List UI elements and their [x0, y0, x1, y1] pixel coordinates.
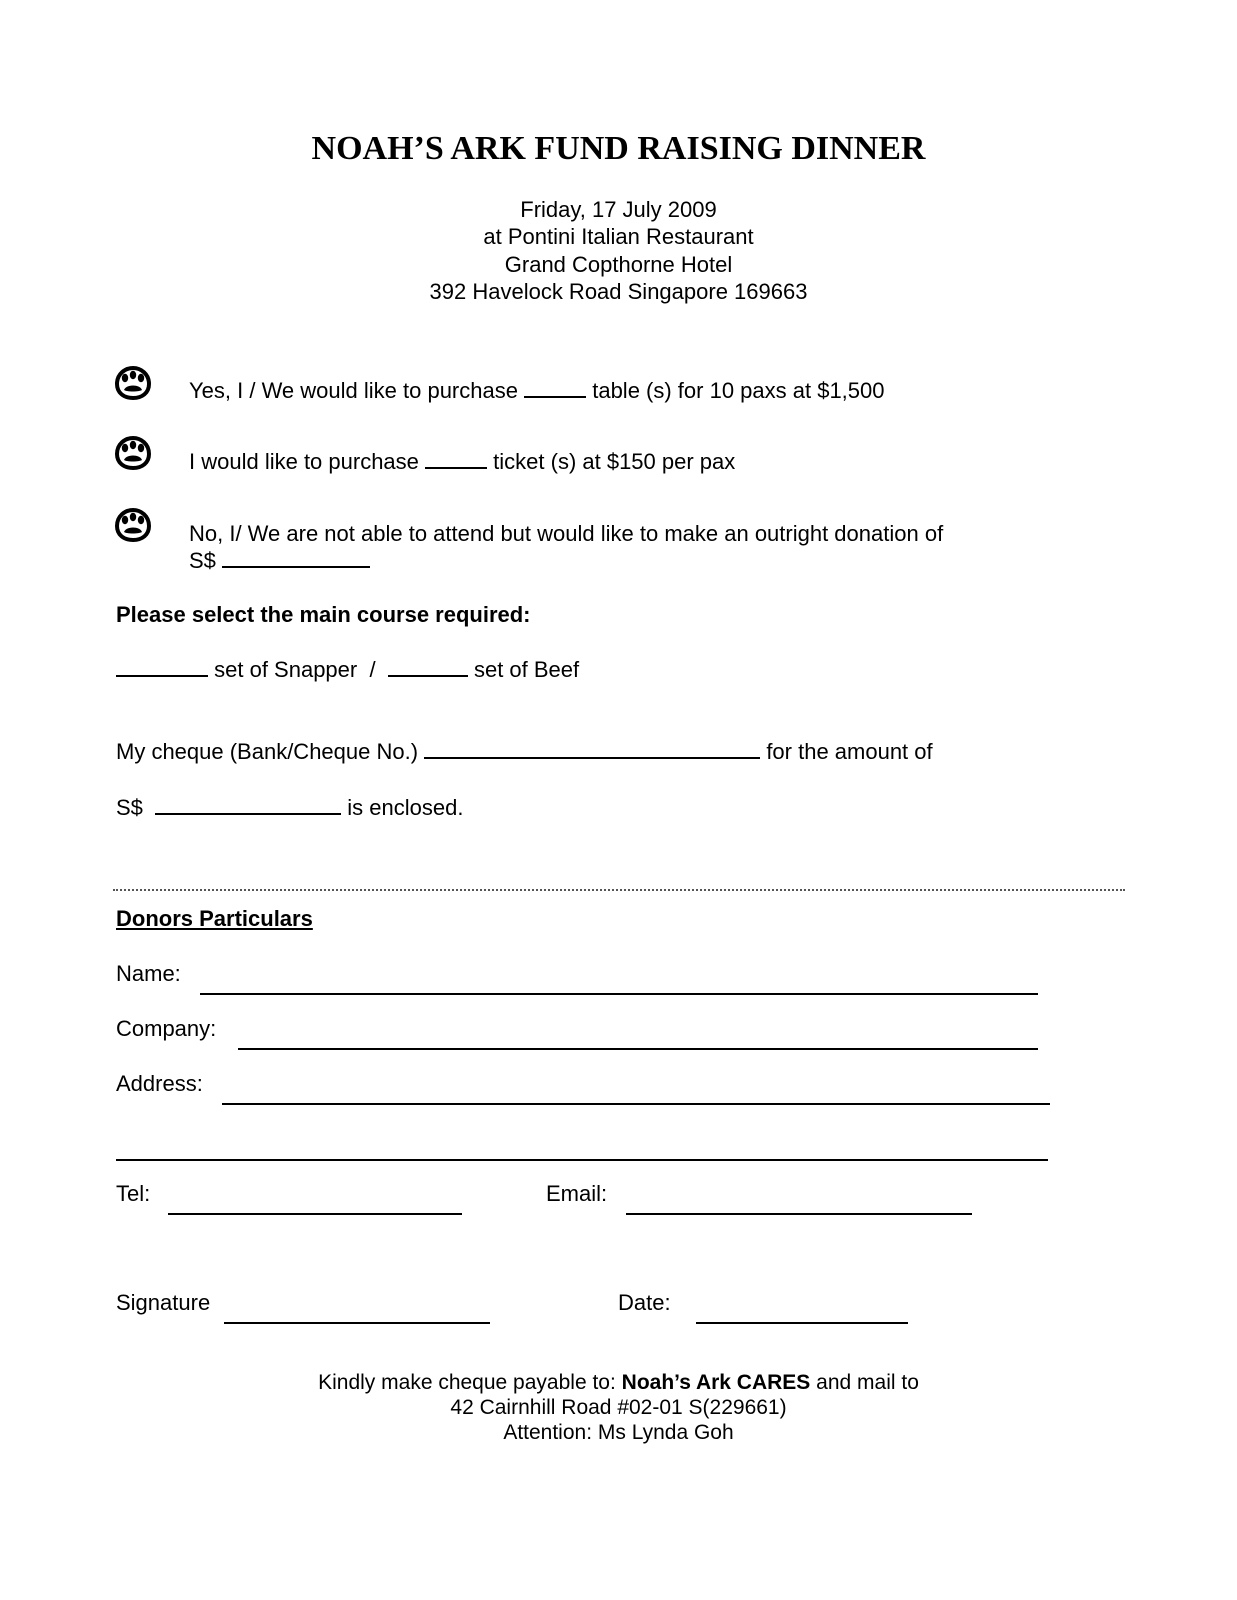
- email-field[interactable]: [626, 1213, 972, 1215]
- name-label: Name:: [116, 961, 181, 986]
- cheque-currency: S$: [116, 795, 143, 820]
- donation-currency: S$: [189, 548, 216, 573]
- page-title: NOAH’S ARK FUND RAISING DINNER: [311, 130, 926, 167]
- option-ticket: [189, 449, 735, 475]
- signature-field[interactable]: [224, 1322, 490, 1324]
- ticket-qty-blank[interactable]: [425, 449, 487, 469]
- main-course-heading: Please select the main course required:: [116, 602, 531, 627]
- snapper-qty-blank[interactable]: [116, 657, 208, 677]
- option-ticket-post: ticket (s) at $150 per pax: [493, 449, 736, 474]
- address-label: Address:: [116, 1071, 203, 1096]
- option-table-post: table (s) for 10 paxs at $1,500: [592, 378, 885, 403]
- name-field[interactable]: [200, 993, 1038, 995]
- option-ticket-pre: I would like to purchase: [189, 449, 419, 474]
- footer-post: and mail to: [816, 1371, 919, 1394]
- option-table: [189, 378, 885, 404]
- footer-payable: [0, 1371, 1237, 1395]
- tel-label: Tel:: [116, 1181, 151, 1206]
- footer-pre: Kindly make cheque payable to:: [318, 1371, 616, 1394]
- footer-address: 42 Cairnhill Road #02-01 S(229661): [450, 1396, 787, 1419]
- event-hotel: Grand Copthorne Hotel: [504, 252, 733, 277]
- date-label: Date:: [618, 1290, 671, 1315]
- cheque-number-blank[interactable]: [424, 739, 760, 759]
- footer-attention: Attention: Ms Lynda Goh: [503, 1421, 734, 1444]
- option-donation-line2: [189, 548, 370, 574]
- event-venue: at Pontini Italian Restaurant: [483, 224, 754, 249]
- donation-amount-blank[interactable]: [222, 548, 370, 568]
- table-qty-blank[interactable]: [524, 378, 586, 398]
- cheque-enclosed: is enclosed.: [347, 795, 464, 820]
- date-field[interactable]: [696, 1322, 908, 1324]
- paw-icon[interactable]: [112, 430, 154, 472]
- beef-qty-blank[interactable]: [388, 657, 468, 677]
- cheque-post: for the amount of: [766, 739, 933, 764]
- cheque-amount-blank[interactable]: [155, 795, 341, 815]
- signature-label: Signature: [116, 1290, 211, 1315]
- paw-icon[interactable]: [112, 502, 154, 544]
- snapper-label: set of Snapper: [214, 657, 358, 682]
- company-field[interactable]: [238, 1048, 1038, 1050]
- main-course-selection: [116, 657, 579, 683]
- paw-icon[interactable]: [112, 360, 154, 402]
- cheque-amount-line: [116, 795, 463, 821]
- address-field[interactable]: [222, 1103, 1050, 1105]
- option-table-pre: Yes, I / We would like to purchase: [189, 378, 518, 403]
- event-address: 392 Havelock Road Singapore 169663: [429, 279, 808, 304]
- option-donation-line1: No, I/ We are not able to attend but would like to make an outright donation of: [189, 521, 944, 546]
- cheque-line: [116, 739, 933, 765]
- tel-field[interactable]: [168, 1213, 462, 1215]
- beef-label: set of Beef: [473, 657, 580, 682]
- email-label: Email:: [546, 1181, 608, 1206]
- event-date: Friday, 17 July 2009: [520, 197, 717, 222]
- course-separator: /: [369, 657, 376, 682]
- address-field-line2[interactable]: [116, 1159, 1048, 1161]
- cheque-pre: My cheque (Bank/Cheque No.): [116, 739, 419, 764]
- company-label: Company:: [116, 1016, 217, 1041]
- footer-payee: Noah’s Ark CARES: [621, 1371, 811, 1394]
- donors-heading: Donors Particulars: [116, 906, 313, 931]
- section-divider: [113, 889, 1125, 891]
